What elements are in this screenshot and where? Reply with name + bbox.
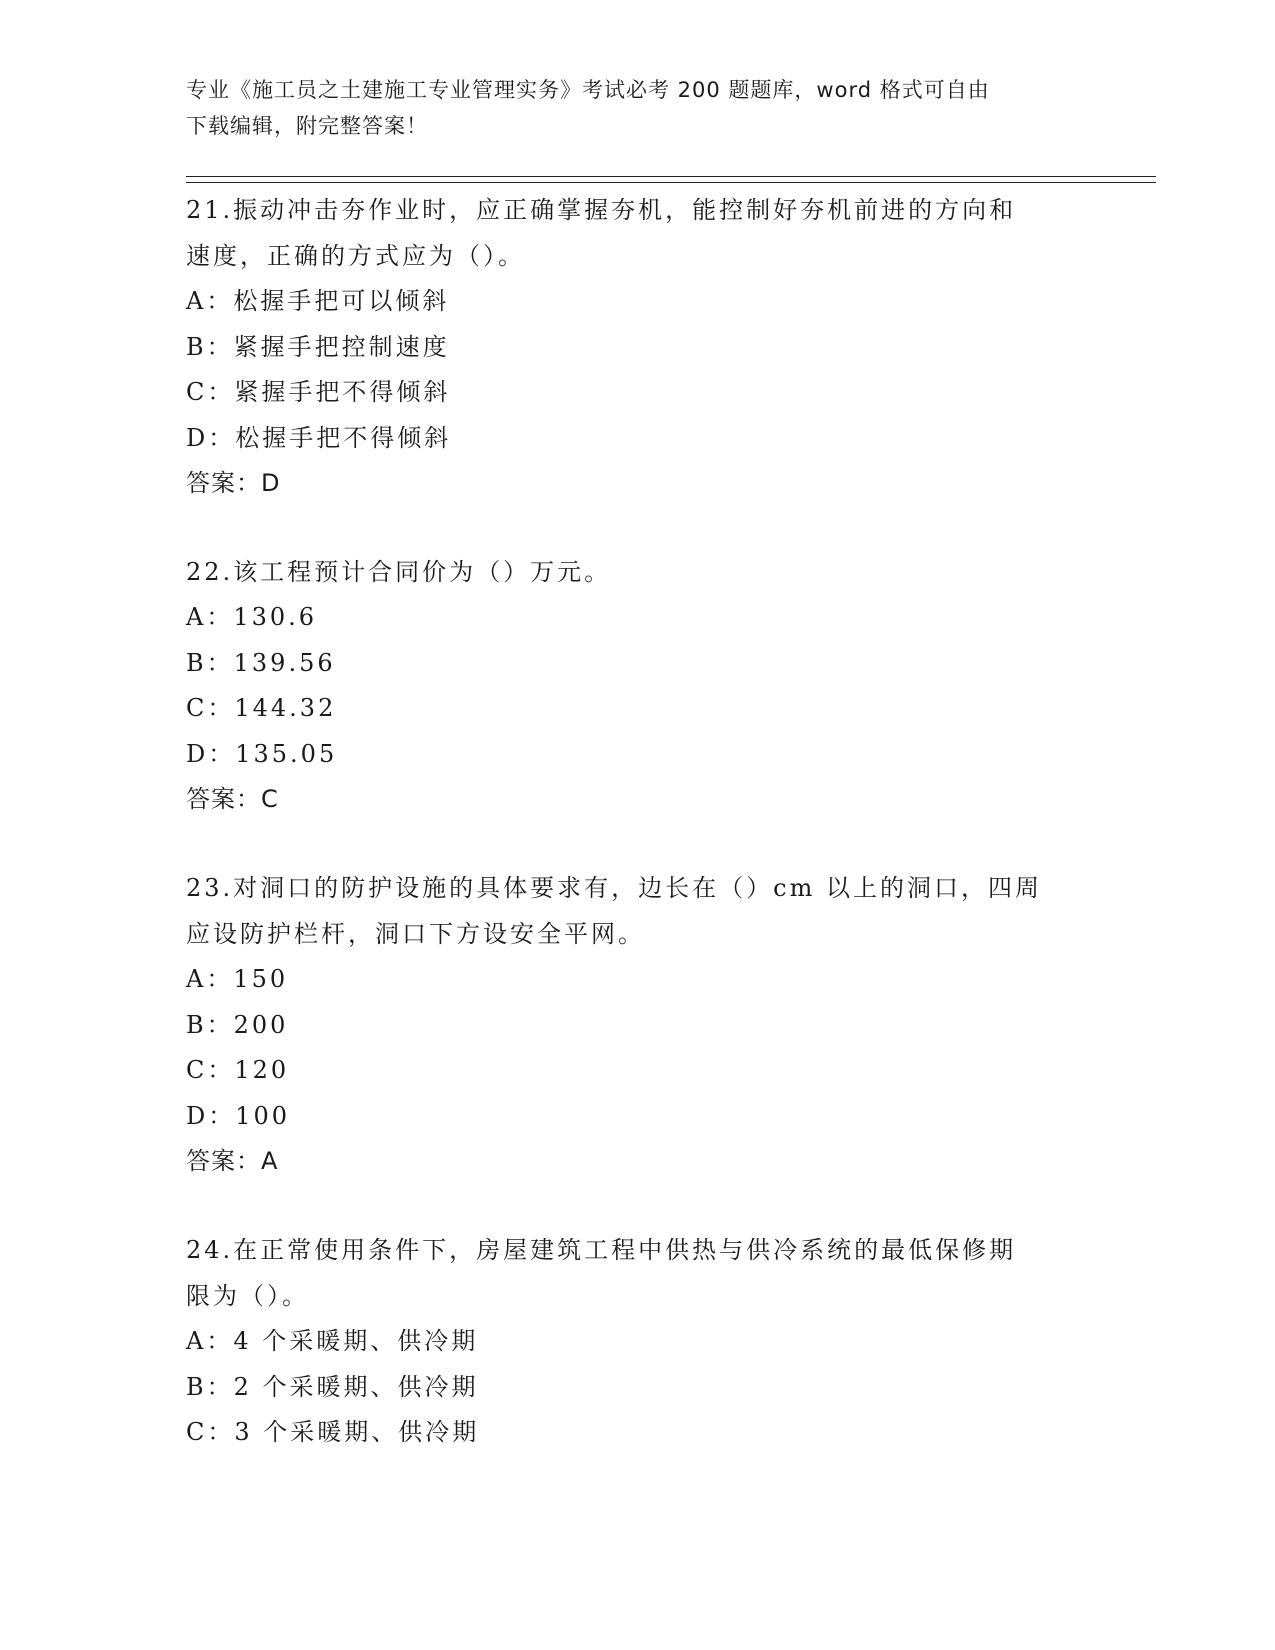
option-b: B：200: [186, 1010, 289, 1039]
option-d: D：100: [186, 1101, 291, 1130]
option-b: B：139.56: [186, 648, 336, 677]
question-list: [186, 187, 1086, 1499]
header-line-1: 专业《施工员之土建施工专业管理实务》考试必考 200 题题库，word 格式可自由: [186, 78, 990, 102]
question-24: [186, 1227, 1086, 1456]
header-line-2: 下载编辑，附完整答案！: [186, 114, 428, 138]
header-divider-bottom: [186, 182, 1156, 183]
option-d: D：松握手把不得倾斜: [186, 423, 452, 452]
option-a: A：4 个采暖期、供冷期: [186, 1327, 479, 1355]
option-b: B：2 个采暖期、供冷期: [186, 1372, 479, 1401]
question-stem: 速度，正确的方式应为（）。: [186, 242, 525, 270]
answer: 答案：D: [186, 469, 281, 497]
question-stem: 应设防护栏杆，洞口下方设安全平网。: [186, 920, 645, 948]
option-c: C：144.32: [186, 694, 337, 722]
question-21: [186, 187, 1086, 506]
header-divider-top: [186, 176, 1156, 177]
option-a: A：130.6: [186, 603, 318, 631]
question-22: [186, 549, 1086, 822]
question-stem: 21.振动冲击夯作业时，应正确掌握夯机，能控制好夯机前进的方向和: [186, 196, 1017, 224]
option-b: B：紧握手把控制速度: [186, 332, 450, 361]
answer: 答案：A: [186, 1147, 279, 1175]
question-stem: 22.该工程预计合同价为（）万元。: [186, 558, 612, 586]
option-a: A：150: [186, 965, 289, 993]
document-header: [186, 72, 1066, 144]
question-stem: 23.对洞口的防护设施的具体要求有，边长在（）cm 以上的洞口，四周: [186, 874, 1042, 902]
question-23: [186, 865, 1086, 1184]
question-stem: 限为（）。: [186, 1282, 309, 1310]
option-c: C：120: [186, 1056, 290, 1084]
answer: 答案：C: [186, 785, 279, 813]
option-c: C：3 个采暖期、供冷期: [186, 1418, 480, 1446]
option-a: A：松握手把可以倾斜: [186, 287, 450, 315]
question-stem: 24.在正常使用条件下，房屋建筑工程中供热与供冷系统的最低保修期: [186, 1236, 1017, 1264]
option-d: D：135.05: [186, 739, 338, 768]
option-c: C：紧握手把不得倾斜: [186, 378, 451, 406]
